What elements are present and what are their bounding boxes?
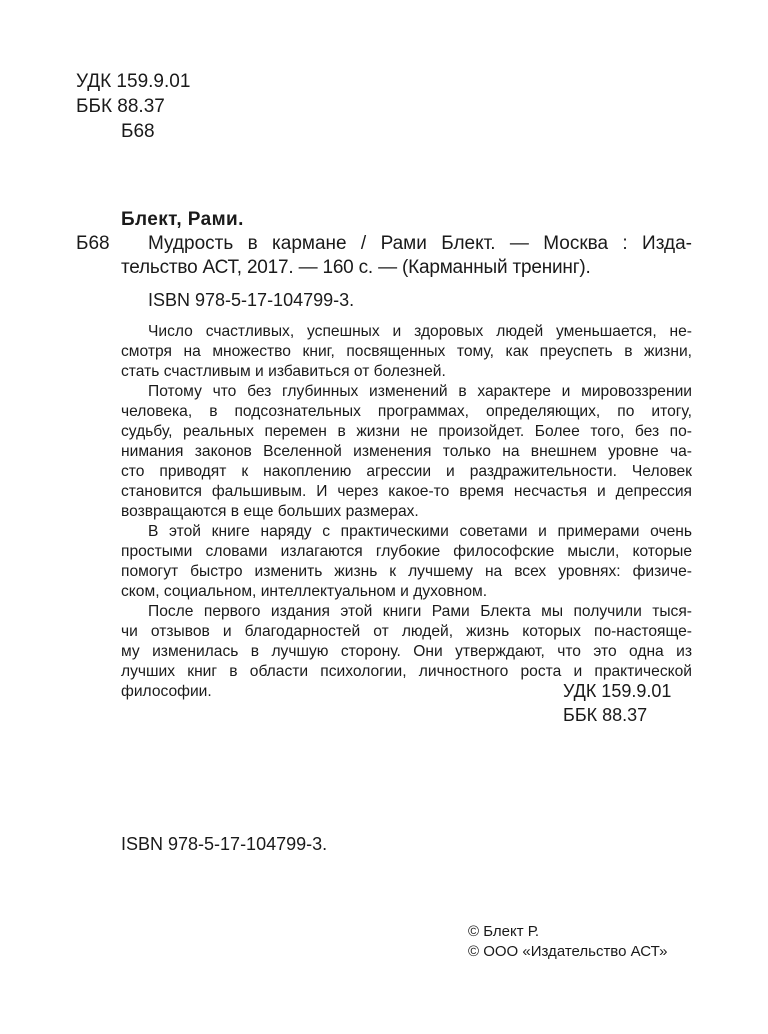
catalog-isbn: ISBN 978-5-17-104799-3. <box>148 290 355 310</box>
annotation-line: В этой книге наряду с практическими советами и примерами очень <box>148 523 692 540</box>
title-line-2: тельство АСТ, 2017. — 160 с. — (Карманный тренинг). <box>121 257 591 278</box>
footer-bbk-code: ББК 88.37 <box>563 705 648 725</box>
annotation-line: После первого издания этой книги Рами Блекта мы получили тыся- <box>148 603 692 620</box>
annotation-line: человека, в подсознательных программах, определяющих, по итогу, <box>121 403 692 420</box>
author-mark: Б68 <box>121 121 155 142</box>
copyright-author: © Блект Р. <box>468 923 540 940</box>
annotation-line: нимания законов Вселенной изменения только на внешнем уровне ча- <box>121 443 692 460</box>
annotation-line: Потому что без глубинных изменений в характере и мировоззрении <box>148 383 692 400</box>
annotation-line: му изменилась в лучшую сторону. Они утверждают, что это одна из <box>121 643 692 660</box>
annotation-line: ском, социальном, интеллектуальном и духовном. <box>121 583 488 600</box>
author-heading: Блект, Рами. <box>121 209 244 230</box>
catalog-author-mark: Б68 <box>76 233 110 254</box>
annotation-line: чи отзывов и благодарностей от людей, жизнь которых по-настояще- <box>121 623 692 640</box>
annotation-line: лучших книг в области психологии, личностного роста и практической <box>121 663 692 680</box>
copyright-publisher: © ООО «Издательство АСТ» <box>468 943 668 960</box>
bbk-code: ББК 88.37 <box>76 96 165 117</box>
annotation-line: философии. <box>121 683 212 700</box>
annotation-line: возвращаются в еще больших размерах. <box>121 503 419 520</box>
annotation-line: становится фальшивым. И через какое-то время несчастья и депрессия <box>121 483 692 500</box>
footer-udk-code: УДК 159.9.01 <box>563 681 672 701</box>
annotation-line: стать счастливым и избавиться от болезней. <box>121 363 446 380</box>
title-line-1: Мудрость в кармане / Рами Блект. — Москва : Изда- <box>148 233 692 254</box>
annotation-line: сто приводят к накоплению агрессии и раздражительности. Человек <box>121 463 692 480</box>
annotation-line: помогут быстро изменить жизнь к лучшему на всех уровнях: физиче- <box>121 563 692 580</box>
annotation-line: смотря на множество книг, посвященных тому, как преуспеть в жизни, <box>121 343 692 360</box>
bottom-isbn: ISBN 978-5-17-104799-3. <box>121 834 328 854</box>
annotation-line: Число счастливых, успешных и здоровых людей уменьшается, не- <box>148 323 692 340</box>
annotation-line: судьбу, реальных перемен в жизни не произойдет. Более того, без по- <box>121 423 692 440</box>
annotation-line: простыми словами излагаются глубокие философские мысли, которые <box>121 543 692 560</box>
udk-code: УДК 159.9.01 <box>76 71 191 92</box>
